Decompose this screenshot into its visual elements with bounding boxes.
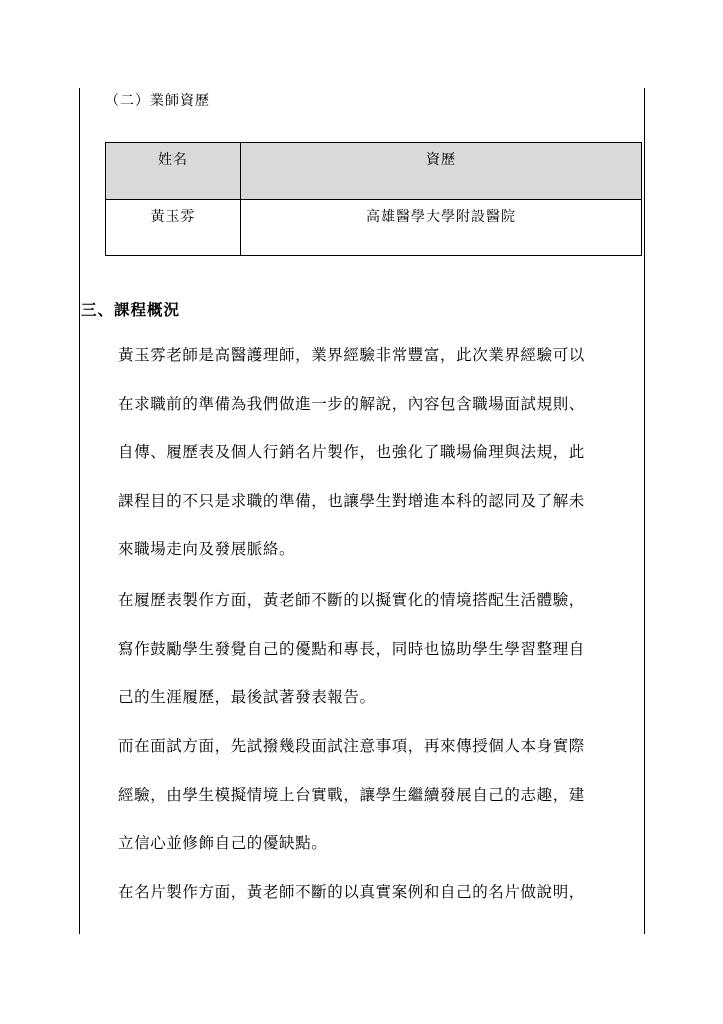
text-line: 課程目的不只是求職的準備，也讓學生對增進本科的認同及了解未 <box>118 491 585 510</box>
text-line: 黃玉雰老師是高醫護理師，業界經驗非常豐富，此次業界經驗可以 <box>118 346 585 364</box>
text-line: 在名片製作方面，黃老師不斷的以真實案例和自己的名片做說明， <box>118 883 585 901</box>
table-header-row <box>106 143 642 200</box>
text-line: 在求職前的準備為我們做進一步的解說，內容包含職場面試規則、 <box>118 394 585 413</box>
mentor-credentials-table <box>105 142 642 256</box>
table-row <box>106 200 642 256</box>
paragraph-introduction <box>118 331 618 574</box>
table-header-name: 姓名 <box>106 143 241 200</box>
paragraph-business-card <box>118 868 618 917</box>
page-frame-right-border <box>644 88 645 934</box>
table-cell-credentials: 高雄醫學大學附設醫院 <box>241 200 642 256</box>
text-line: 在履歷表製作方面，黃老師不斷的以擬實化的情境搭配生活體驗， <box>118 591 585 609</box>
text-line: 自傳、履歷表及個人行銷名片製作，也強化了職場倫理與法規，此 <box>118 443 585 461</box>
paragraph-interview <box>118 722 618 868</box>
text-line: 寫作鼓勵學生發覺自己的優點和專長，同時也協助學生學習整理自 <box>118 639 585 658</box>
text-line: 來職場走向及發展脈絡。 <box>118 540 296 558</box>
table-cell-name: 黃玉雰 <box>106 200 241 256</box>
text-line: 立信心並修飾自己的優缺點。 <box>118 834 328 852</box>
paragraph-resume <box>118 576 618 722</box>
text-line: 而在面試方面，先試撥幾段面試注意事項，再來傳授個人本身實際 <box>118 737 585 755</box>
course-overview-heading: 三、課程概況 <box>81 301 181 319</box>
text-line: 己的生涯履歷，最後試著發表報告。 <box>118 688 376 706</box>
page-frame-left-border <box>79 88 80 934</box>
text-line: 經驗，由學生模擬情境上台實戰，讓學生繼續發展自己的志趣，建 <box>118 785 585 804</box>
table-header-credentials: 資歷 <box>241 143 642 200</box>
mentor-credentials-subheading: （二）業師資歷 <box>105 93 210 109</box>
